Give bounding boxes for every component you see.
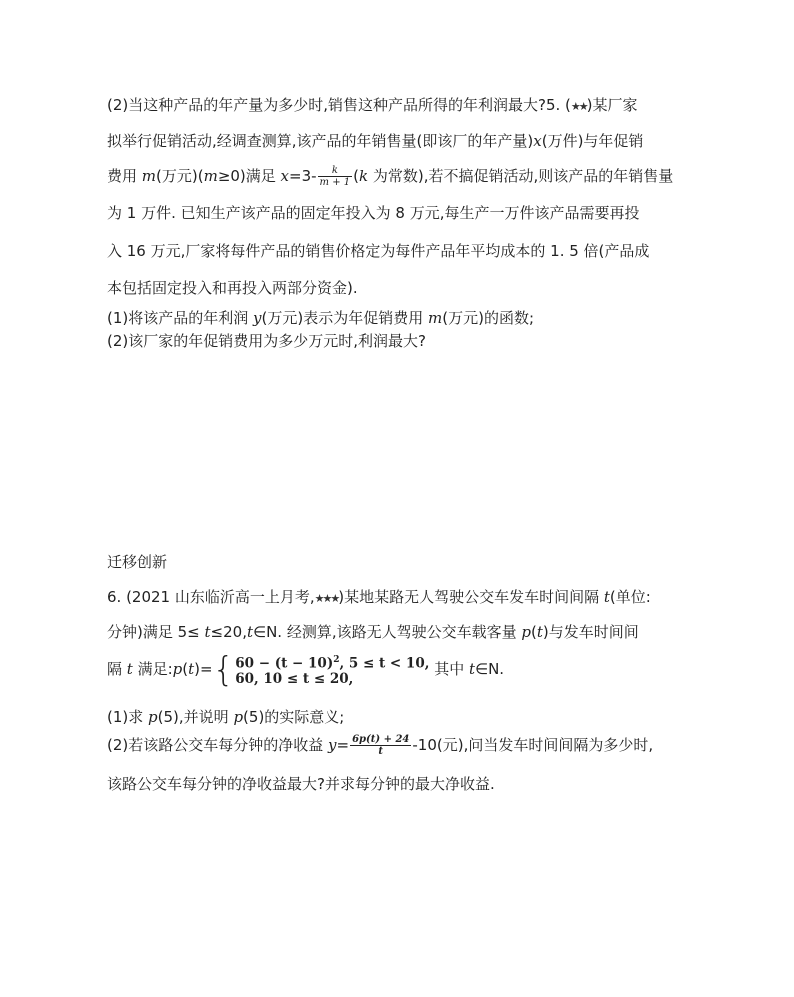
piece-1: $60 - (t - 10)^2$, 5 ≤ t < 10,	[235, 654, 430, 672]
p6-question-1: (1)求 p(5),并说明 p(5)的实际意义;	[107, 708, 345, 726]
left-brace-icon: {	[212, 649, 235, 690]
difficulty-stars-icon: ★★	[570, 100, 587, 113]
p6-line-3: 隔 t 满足:p(t)={ $60 - (t - 10)^2$, 5 ≤ t < 10, 60, 10 ≤ t ≤ 20, 其中 t∈N.	[107, 649, 505, 690]
p5-line-5: 入 16 万元,厂家将每件产品的销售价格定为每件产品年平均成本的 1. 5 倍(产品成	[107, 242, 650, 260]
p6-question-2: (2)若该路公交车每分钟的净收益 y= $\frac{6p(t) + 24}{t}$ -10(元),问当发车时间间隔为多少时,	[107, 734, 654, 757]
p5-line-1: (2)当这种产品的年产量为多少时,销售这种产品所得的年利润最大?5. (★★)某厂家	[107, 94, 638, 118]
difficulty-stars-icon: ★★★	[314, 592, 339, 605]
piecewise-function	[235, 652, 429, 688]
fraction-net-income: $\frac{6p(t) + 24}{t}$	[352, 734, 410, 757]
p6-line-1: 6. (2021 山东临沂高一上月考,★★★)某地某路无人驾驶公交车发车时间间隔 t(单位:	[107, 586, 651, 610]
p6-line-2: 分钟)满足 5≤ t≤20,t∈N. 经测算,该路无人驾驶公交车载客量 p(t)与发车时间间	[107, 623, 639, 641]
section-title: 迁移创新	[107, 553, 168, 571]
p6-question-2-cont: 该路公交车每分钟的净收益最大?并求每分钟的最大净收益.	[107, 775, 495, 793]
fraction-k-over-m-plus-1: $\frac{k}{m + 1}$	[319, 165, 351, 188]
piece-2: 60, 10 ≤ t ≤ 20,	[235, 671, 354, 688]
p5-line-4: 为 1 万件. 已知生产该产品的固定年投入为 8 万元,每生产一万件该产品需要再投	[107, 204, 640, 222]
p5-question-2: (2)该厂家的年促销费用为多少万元时,利润最大?	[107, 332, 426, 350]
p5-line-2: 拟举行促销活动,经调查测算,该产品的年销售量(即该厂的年产量)x(万件)与年促销	[107, 132, 644, 150]
p5-line-3: 费用 m(万元)(m≥0)满足 x=3- $\frac{k}{m + 1}$ (k 为常数),若不搞促销活动,则该产品的年销售量	[107, 165, 674, 188]
p5-question-1: (1)将该产品的年利润 y(万元)表示为年促销费用 m(万元)的函数;	[107, 309, 534, 327]
p5-line-6: 本包括固定投入和再投入两部分资金).	[107, 279, 358, 297]
